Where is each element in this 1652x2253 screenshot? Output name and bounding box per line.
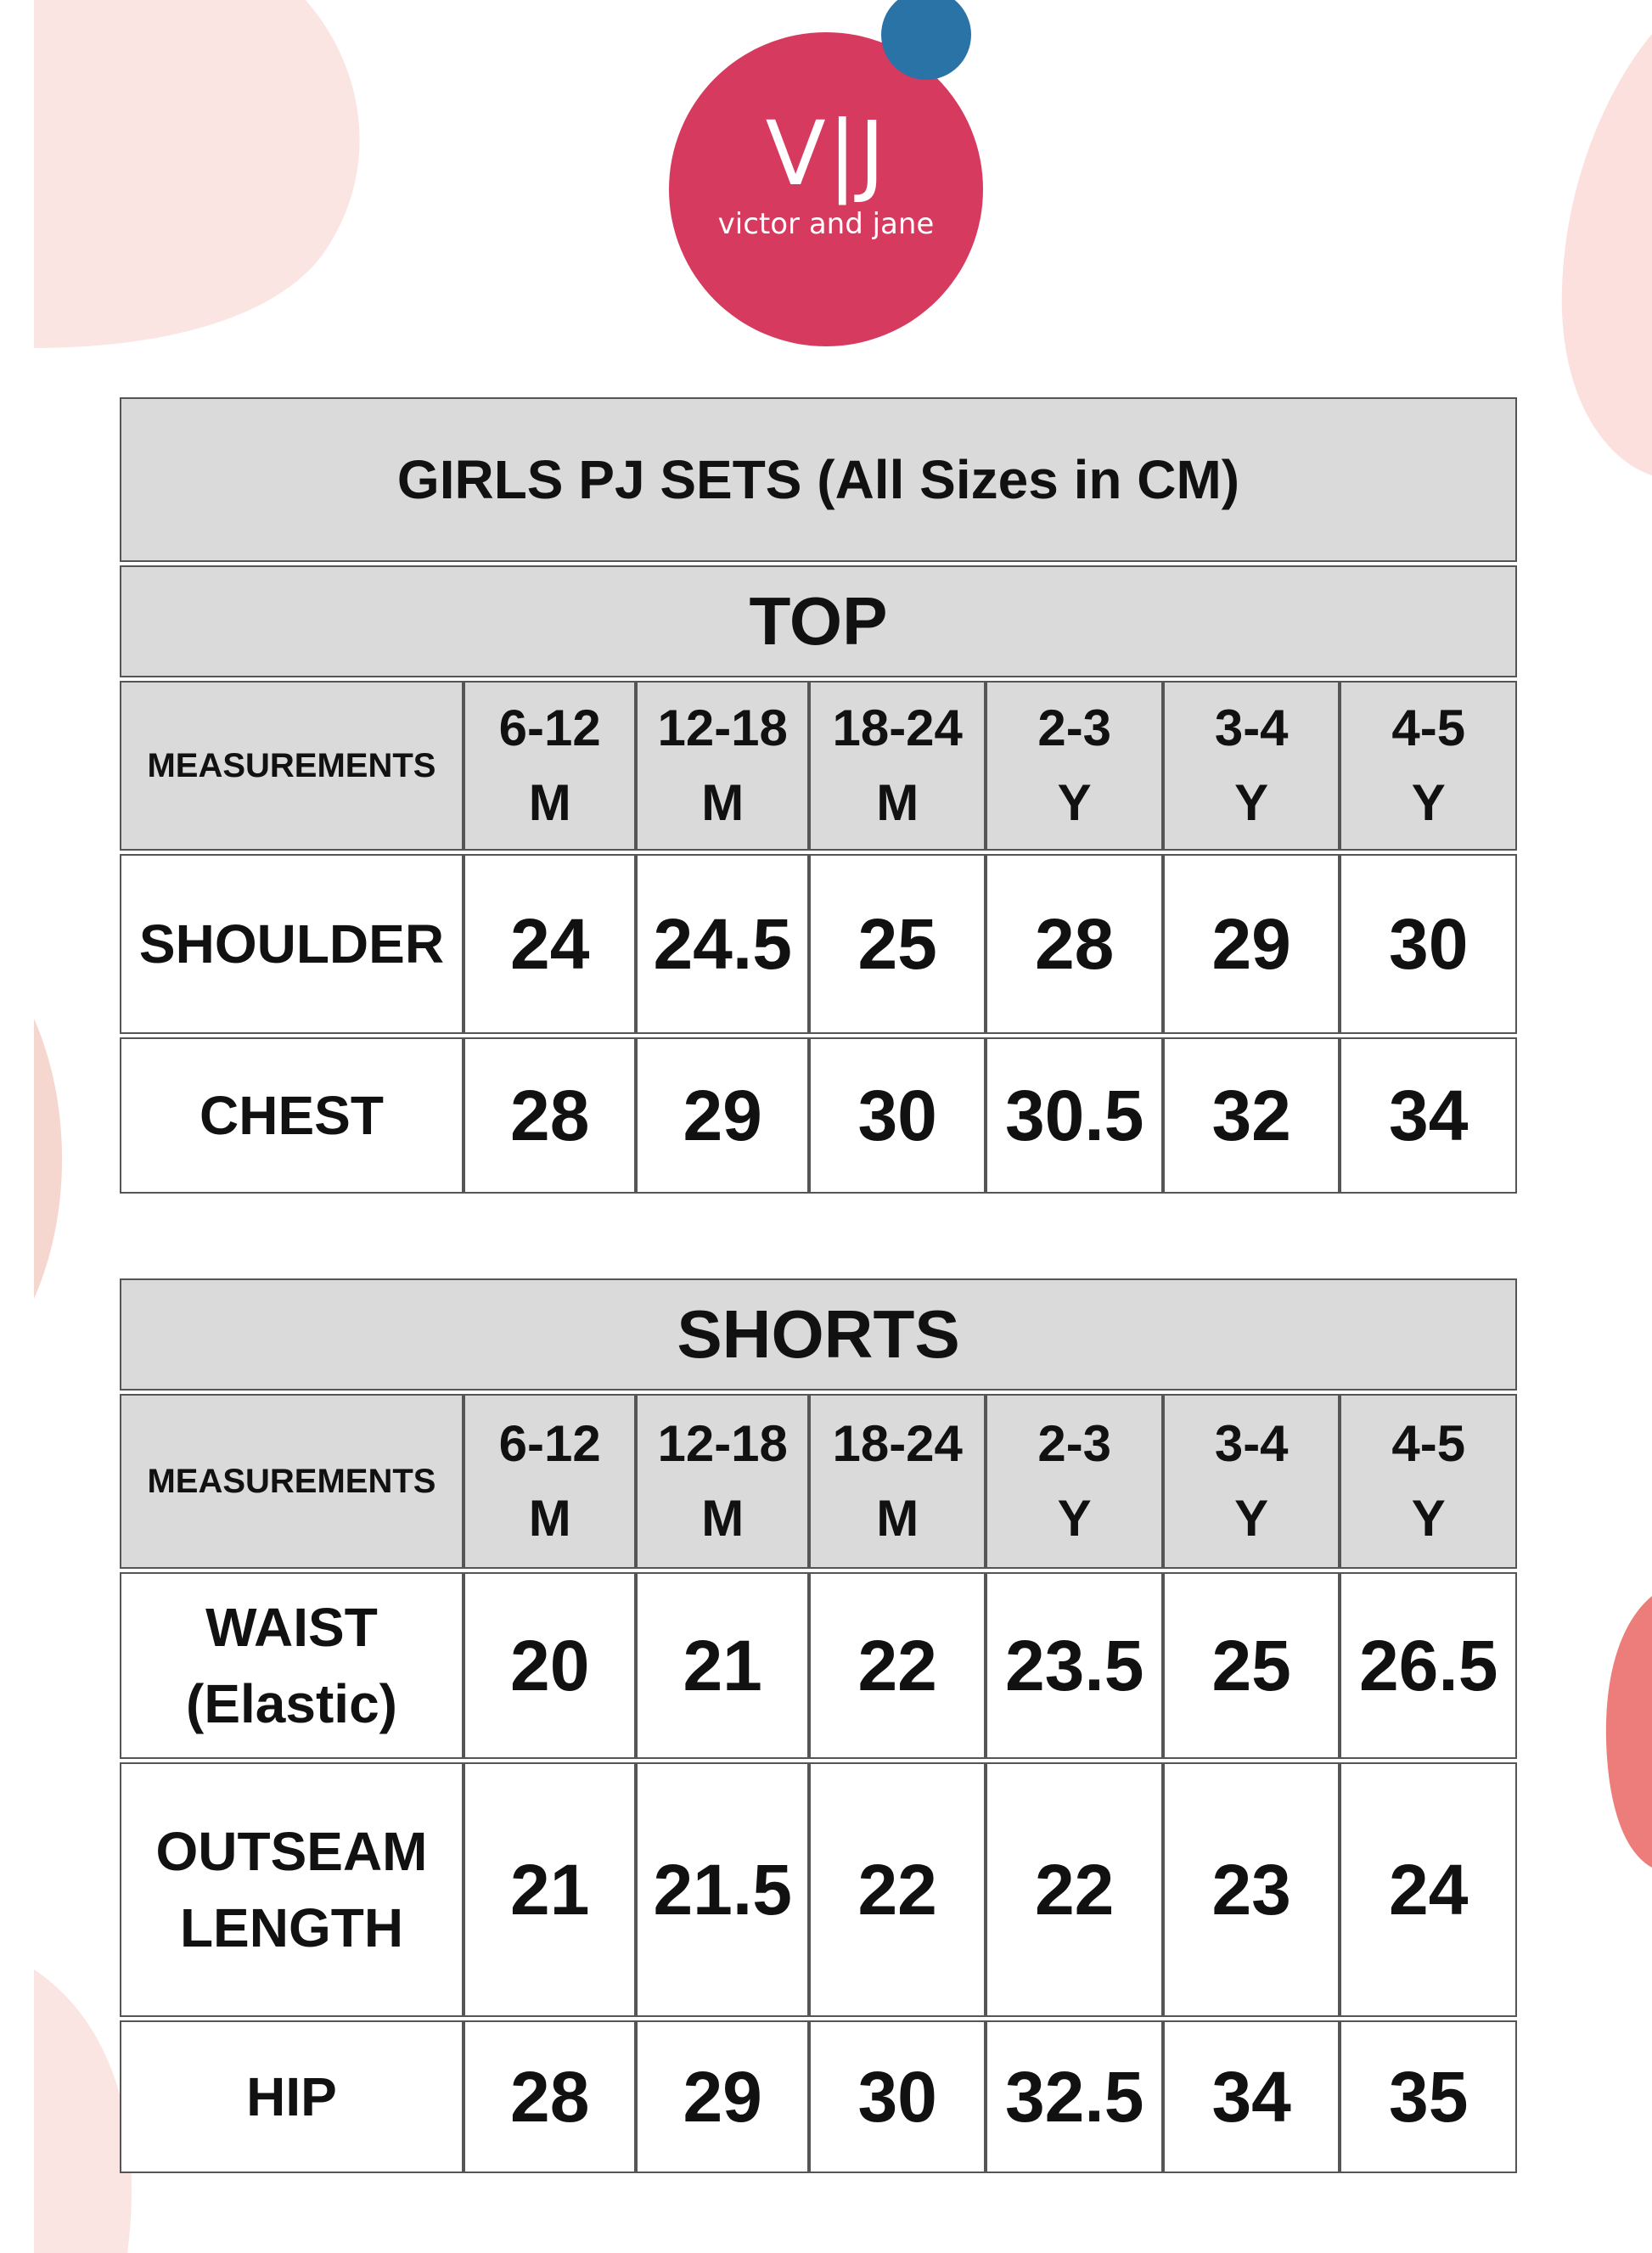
size-header-cell [1340,681,1517,851]
size-range: 18-24 [832,1415,963,1472]
top-heading: TOP [120,565,1517,677]
size-range: 6-12 [498,699,601,756]
measurement-value: 21 [464,1762,636,2017]
size-header-cell [986,1394,1163,1569]
measurement-label [120,1037,464,1194]
measurement-value: 25 [1163,1572,1340,1759]
measurement-value: 25 [809,854,986,1034]
size-header-cell [1340,1394,1517,1569]
size-unit: Y [1234,774,1269,831]
size-header-cell [636,1394,808,1569]
size-header-cell [986,681,1163,851]
size-unit: Y [1234,1490,1269,1547]
size-header-cell [1163,1394,1340,1569]
size-unit: M [701,774,745,831]
measurement-label [120,1762,464,2017]
measurement-row [120,1762,1517,2017]
size-range: 4-5 [1391,1415,1466,1472]
measurement-value: 28 [464,1037,636,1194]
shorts-heading-row [120,1278,1517,1391]
measurements-label: MEASUREMENTS [120,681,464,851]
measurement-value: 23.5 [986,1572,1163,1759]
measurement-value: 32 [1163,1037,1340,1194]
measurement-value: 22 [809,1572,986,1759]
size-unit: M [701,1490,745,1547]
measurement-label-line: HIP [246,2066,337,2127]
measurement-label-line: (Elastic) [186,1673,397,1734]
measurement-value: 22 [809,1762,986,2017]
brand-logo-name: victor and jane [717,207,935,241]
measurement-label [120,1572,464,1759]
size-header-cell [636,681,808,851]
measurement-value: 24 [1340,1762,1517,2017]
size-unit: Y [1057,1490,1092,1547]
top-heading-row [120,565,1517,677]
size-range: 2-3 [1037,1415,1112,1472]
title-row [120,397,1517,562]
page-title: GIRLS PJ SETS (All Sizes in CM) [120,397,1517,562]
size-range: 12-18 [657,699,788,756]
measurement-value: 26.5 [1340,1572,1517,1759]
measurement-row [120,854,1517,1034]
decor-blob-right-top [1550,34,1652,475]
measurement-value: 34 [1163,2020,1340,2173]
measurement-value: 21 [636,1572,808,1759]
size-unit: Y [1411,1490,1446,1547]
measurement-value: 21.5 [636,1762,808,2017]
measurement-label-line: CHEST [199,1085,384,1146]
measurement-label-line: WAIST [205,1597,378,1658]
measurement-label [120,854,464,1034]
top-size-table [120,394,1517,1197]
shorts-size-header-row [120,1394,1517,1569]
measurement-value: 32.5 [986,2020,1163,2173]
measurement-value: 30.5 [986,1037,1163,1194]
measurement-row [120,1037,1517,1194]
size-header-cell [464,681,636,851]
measurement-label-line: LENGTH [179,1897,404,1958]
measurement-value: 22 [986,1762,1163,2017]
size-range: 12-18 [657,1415,788,1472]
measurement-value: 24.5 [636,854,808,1034]
size-header-cell [1163,681,1340,851]
measurement-value: 24 [464,854,636,1034]
measurement-label [120,2020,464,2173]
size-range: 6-12 [498,1415,601,1472]
size-range: 3-4 [1214,1415,1289,1472]
measurement-value: 29 [636,2020,808,2173]
measurement-row [120,2020,1517,2173]
decor-blob-top-left [0,0,374,357]
top-size-header-row [120,681,1517,851]
shorts-heading: SHORTS [120,1278,1517,1391]
size-header-cell [464,1394,636,1569]
measurement-value: 28 [986,854,1163,1034]
size-range: 2-3 [1037,699,1112,756]
measurement-value: 30 [809,2020,986,2173]
brand-logo [669,32,983,346]
decor-blob-right-lower [1587,1596,1652,1868]
measurement-value: 23 [1163,1762,1340,2017]
size-unit: M [528,1490,571,1547]
measurement-label-line: OUTSEAM [155,1821,428,1882]
shorts-size-table [120,1275,1517,2177]
measurement-value: 30 [1340,854,1517,1034]
size-unit: M [876,1490,919,1547]
measurement-value: 29 [636,1037,808,1194]
size-header-cell [809,681,986,851]
measurement-value: 30 [809,1037,986,1194]
size-range: 3-4 [1214,699,1289,756]
size-unit: M [876,774,919,831]
size-unit: Y [1057,774,1092,831]
measurement-value: 28 [464,2020,636,2173]
size-unit: Y [1411,774,1446,831]
size-unit: M [528,774,571,831]
size-header-cell [809,1394,986,1569]
decor-blob-left-mid [0,1019,76,1307]
brand-logo-mark: V|J [765,102,887,205]
measurement-label-line: SHOULDER [138,913,445,975]
measurement-row [120,1572,1517,1759]
measurement-value: 35 [1340,2020,1517,2173]
measurement-value: 20 [464,1572,636,1759]
size-range: 4-5 [1391,699,1466,756]
measurements-label: MEASUREMENTS [120,1394,464,1569]
measurement-value: 34 [1340,1037,1517,1194]
size-range: 18-24 [832,699,963,756]
measurement-value: 29 [1163,854,1340,1034]
